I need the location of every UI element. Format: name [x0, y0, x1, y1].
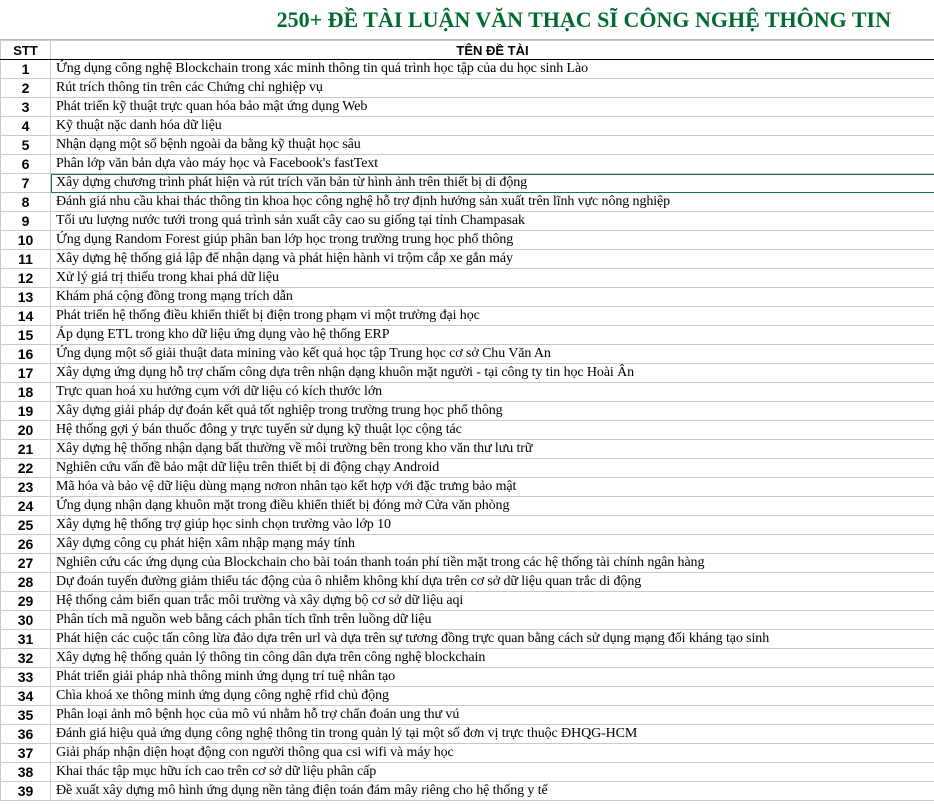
- table-row[interactable]: [1, 687, 934, 706]
- table-row[interactable]: [1, 554, 934, 573]
- row-number-cell[interactable]: 34: [1, 687, 51, 706]
- table-row[interactable]: [1, 193, 934, 212]
- row-number-cell[interactable]: 27: [1, 554, 51, 573]
- row-number-cell[interactable]: 14: [1, 307, 51, 326]
- table-row[interactable]: [1, 535, 934, 554]
- topic-name-cell[interactable]: Xây dựng giải pháp dự đoán kết quả tốt nghiệp trong trường trung học phổ thông: [51, 402, 934, 421]
- row-number-cell[interactable]: 17: [1, 364, 51, 383]
- header-row: [1, 41, 934, 60]
- table-row[interactable]: [1, 649, 934, 668]
- row-number-cell[interactable]: 11: [1, 250, 51, 269]
- row-number-cell[interactable]: 32: [1, 649, 51, 668]
- topic-name-cell[interactable]: Kỹ thuật nặc danh hóa dữ liệu: [51, 117, 934, 136]
- table-row[interactable]: [1, 706, 934, 725]
- topic-name-cell[interactable]: Đánh giá hiệu quả ứng dụng công nghệ thông tin trong quản lý tại một số đơn vị trực thuộc ĐHQG-HCM: [51, 725, 934, 744]
- topic-name-cell[interactable]: Tối ưu lượng nước tưới trong quá trình sản xuất cây cao su giống tại tỉnh Champasak: [51, 212, 934, 231]
- topic-name-cell[interactable]: Đánh giá nhu cầu khai thác thông tin khoa học công nghệ hỗ trợ định hướng sản xuất trên lĩnh vực nông nghiệp: [51, 193, 934, 212]
- topic-name-cell[interactable]: Nghiên cứu vấn đề bảo mật dữ liệu trên thiết bị di động chạy Android: [51, 459, 934, 478]
- table-row[interactable]: [1, 364, 934, 383]
- table-row[interactable]: [1, 611, 934, 630]
- title-row: [0, 0, 934, 40]
- table-row[interactable]: [1, 117, 934, 136]
- table-row[interactable]: [1, 79, 934, 98]
- table-row[interactable]: [1, 212, 934, 231]
- row-number-cell[interactable]: 26: [1, 535, 51, 554]
- topic-name-cell[interactable]: Phân loại ảnh mô bệnh học của mô vú nhằm hỗ trợ chẩn đoán ung thư vú: [51, 706, 934, 725]
- table-row[interactable]: [1, 288, 934, 307]
- row-number-cell[interactable]: 23: [1, 478, 51, 497]
- table-row[interactable]: [1, 668, 934, 687]
- topic-name-cell[interactable]: Khai thác tập mục hữu ích cao trên cơ sở dữ liệu phân cấp: [51, 763, 934, 782]
- row-number-cell[interactable]: 39: [1, 782, 51, 801]
- table-row[interactable]: [1, 307, 934, 326]
- table-row[interactable]: [1, 326, 934, 345]
- row-number-cell[interactable]: 13: [1, 288, 51, 307]
- row-number-cell[interactable]: 36: [1, 725, 51, 744]
- table-row[interactable]: [1, 592, 934, 611]
- row-number-cell[interactable]: 6: [1, 155, 51, 174]
- topic-name-cell[interactable]: Xử lý giá trị thiếu trong khai phá dữ liệu: [51, 269, 934, 288]
- row-number-cell[interactable]: 37: [1, 744, 51, 763]
- topic-name-cell[interactable]: Phát triển kỹ thuật trực quan hóa bảo mật ứng dụng Web: [51, 98, 934, 117]
- header-name[interactable]: TÊN ĐỀ TÀI: [51, 41, 934, 60]
- row-number-cell[interactable]: 30: [1, 611, 51, 630]
- table-row[interactable]: [1, 782, 934, 801]
- table-row[interactable]: [1, 136, 934, 155]
- table-row[interactable]: [1, 497, 934, 516]
- row-number-cell[interactable]: 29: [1, 592, 51, 611]
- topic-name-cell[interactable]: Ứng dụng một số giải thuật data mining vào kết quả học tập Trung học cơ sở Chu Văn An: [51, 345, 934, 364]
- topic-name-cell[interactable]: Nghiên cứu các ứng dụng của Blockchain cho bài toán thanh toán phí tiền mặt trong các hệ thống tài chính ngân hàng: [51, 554, 934, 573]
- row-number-cell[interactable]: 21: [1, 440, 51, 459]
- row-number-cell[interactable]: 12: [1, 269, 51, 288]
- topic-name-cell[interactable]: Phát triển hệ thống điều khiển thiết bị điện trong phạm vi một trường đại học: [51, 307, 934, 326]
- topic-name-cell[interactable]: Áp dụng ETL trong kho dữ liệu ứng dụng vào hệ thống ERP: [51, 326, 934, 345]
- topic-name-cell[interactable]: Phân lớp văn bản dựa vào máy học và Facebook's fastText: [51, 155, 934, 174]
- table-row[interactable]: [1, 630, 934, 649]
- row-number-cell[interactable]: 38: [1, 763, 51, 782]
- row-number-cell[interactable]: 10: [1, 231, 51, 250]
- row-number-cell[interactable]: 18: [1, 383, 51, 402]
- row-number-cell[interactable]: 19: [1, 402, 51, 421]
- topic-name-cell[interactable]: Xây dựng ứng dụng hỗ trợ chấm công dựa trên nhận dạng khuôn mặt người - tại công ty tin học Hoài Ân: [51, 364, 934, 383]
- topic-name-cell[interactable]: Chìa khoá xe thông minh ứng dụng công nghệ rfid chủ động: [51, 687, 934, 706]
- sheet-title: 250+ ĐỀ TÀI LUẬN VĂN THẠC SĨ CÔNG NGHỆ THÔNG TIN: [276, 6, 891, 32]
- topic-name-cell[interactable]: Phát triển giải pháp nhà thông minh ứng dụng trí tuệ nhân tạo: [51, 668, 934, 687]
- topic-name-cell[interactable]: Ứng dụng công nghệ Blockchain trong xác minh thông tin quá trình học tập của du học sinh Lào: [51, 60, 934, 79]
- topic-name-cell[interactable]: Mã hóa và bảo vệ dữ liệu dùng mạng nơron nhân tạo kết hợp với đặc trưng bảo mật: [51, 478, 934, 497]
- table-row[interactable]: [1, 763, 934, 782]
- row-number-cell[interactable]: 9: [1, 212, 51, 231]
- table-row[interactable]: [1, 98, 934, 117]
- topic-name-cell[interactable]: Xây dựng hệ thống giả lập để nhận dạng và phát hiện hành vi trộm cắp xe gắn máy: [51, 250, 934, 269]
- table-row[interactable]: [1, 573, 934, 592]
- row-number-cell[interactable]: 8: [1, 193, 51, 212]
- table-row[interactable]: [1, 725, 934, 744]
- topic-name-cell[interactable]: Xây dựng hệ thống nhận dạng bất thường về môi trường bên trong kho văn thư lưu trữ: [51, 440, 934, 459]
- topic-name-cell[interactable]: Trực quan hoá xu hướng cụm với dữ liệu có kích thước lớn: [51, 383, 934, 402]
- topic-name-cell[interactable]: Xây dựng hệ thống trợ giúp học sinh chọn trường vào lớp 10: [51, 516, 934, 535]
- topic-name-cell[interactable]: Phát hiện các cuộc tấn công lừa đảo dựa trên url và dựa trên sự tương đồng trực quan bằng cách sử dụng mạng đối kháng tạo sinh: [51, 630, 934, 649]
- row-number-cell[interactable]: 1: [1, 60, 51, 79]
- table-row[interactable]: [1, 440, 934, 459]
- header-stt[interactable]: STT: [1, 41, 51, 60]
- row-number-cell[interactable]: 5: [1, 136, 51, 155]
- row-number-cell[interactable]: 20: [1, 421, 51, 440]
- topic-name-cell[interactable]: Phân tích mã nguồn web bằng cách phân tích tĩnh trên luồng dữ liệu: [51, 611, 934, 630]
- table-row[interactable]: [1, 459, 934, 478]
- table-row[interactable]: [1, 250, 934, 269]
- topic-name-cell[interactable]: Giải pháp nhận diện hoạt động con người thông qua csi wifi và máy học: [51, 744, 934, 763]
- table-row[interactable]: [1, 155, 934, 174]
- table-row[interactable]: [1, 744, 934, 763]
- table-row[interactable]: [1, 478, 934, 497]
- row-number-cell[interactable]: 15: [1, 326, 51, 345]
- table-row[interactable]: [1, 60, 934, 79]
- topic-name-cell[interactable]: Xây dựng hệ thống quản lý thông tin công dân dựa trên công nghệ blockchain: [51, 649, 934, 668]
- row-number-cell[interactable]: 31: [1, 630, 51, 649]
- row-number-cell[interactable]: 7: [1, 174, 51, 193]
- topic-name-cell[interactable]: Xây dựng chương trình phát hiện và rút trích văn bản từ hình ảnh trên thiết bị di động: [51, 174, 934, 193]
- row-number-cell[interactable]: 25: [1, 516, 51, 535]
- row-number-cell[interactable]: 16: [1, 345, 51, 364]
- row-number-cell[interactable]: 28: [1, 573, 51, 592]
- topic-name-cell[interactable]: Khám phá cộng đồng trong mạng trích dẫn: [51, 288, 934, 307]
- table-row[interactable]: [1, 269, 934, 288]
- row-number-cell[interactable]: 22: [1, 459, 51, 478]
- topic-name-cell[interactable]: Ứng dụng Random Forest giúp phân ban lớp học trong trường trung học phổ thông: [51, 231, 934, 250]
- topic-name-cell[interactable]: Hệ thống gợi ý bán thuốc đông y trực tuyến sử dụng kỹ thuật lọc cộng tác: [51, 421, 934, 440]
- row-number-cell[interactable]: 4: [1, 117, 51, 136]
- row-number-cell[interactable]: 35: [1, 706, 51, 725]
- table-row[interactable]: [1, 231, 934, 250]
- table-row[interactable]: [1, 421, 934, 440]
- row-number-cell[interactable]: 33: [1, 668, 51, 687]
- topic-name-cell[interactable]: Dự đoán tuyến đường giảm thiểu tác động của ô nhiễm không khí dựa trên cơ sở dữ liệu quan trắc di động: [51, 573, 934, 592]
- table-row[interactable]: [1, 383, 934, 402]
- topics-table: [0, 40, 934, 801]
- topic-name-cell[interactable]: Xây dựng công cụ phát hiện xâm nhập mạng máy tính: [51, 535, 934, 554]
- topic-name-cell[interactable]: Hệ thống cảm biến quan trắc môi trường và xây dựng bộ cơ sở dữ liệu aqi: [51, 592, 934, 611]
- row-number-cell[interactable]: 2: [1, 79, 51, 98]
- row-number-cell[interactable]: 24: [1, 497, 51, 516]
- table-body: [1, 60, 934, 801]
- table-row[interactable]: [1, 345, 934, 364]
- topic-name-cell[interactable]: Rút trích thông tin trên các Chứng chỉ nghiệp vụ: [51, 79, 934, 98]
- table-row[interactable]: [1, 174, 934, 193]
- topic-name-cell[interactable]: Đề xuất xây dựng mô hình ứng dụng nền tảng điện toán đám mây riêng cho hệ thống y tế: [51, 782, 934, 801]
- topic-name-cell[interactable]: Ứng dụng nhận dạng khuôn mặt trong điều khiển thiết bị đóng mở Cửa văn phòng: [51, 497, 934, 516]
- table-row[interactable]: [1, 516, 934, 535]
- row-number-cell[interactable]: 3: [1, 98, 51, 117]
- topic-name-cell[interactable]: Nhận dạng một số bệnh ngoài da bằng kỹ thuật học sâu: [51, 136, 934, 155]
- table-row[interactable]: [1, 402, 934, 421]
